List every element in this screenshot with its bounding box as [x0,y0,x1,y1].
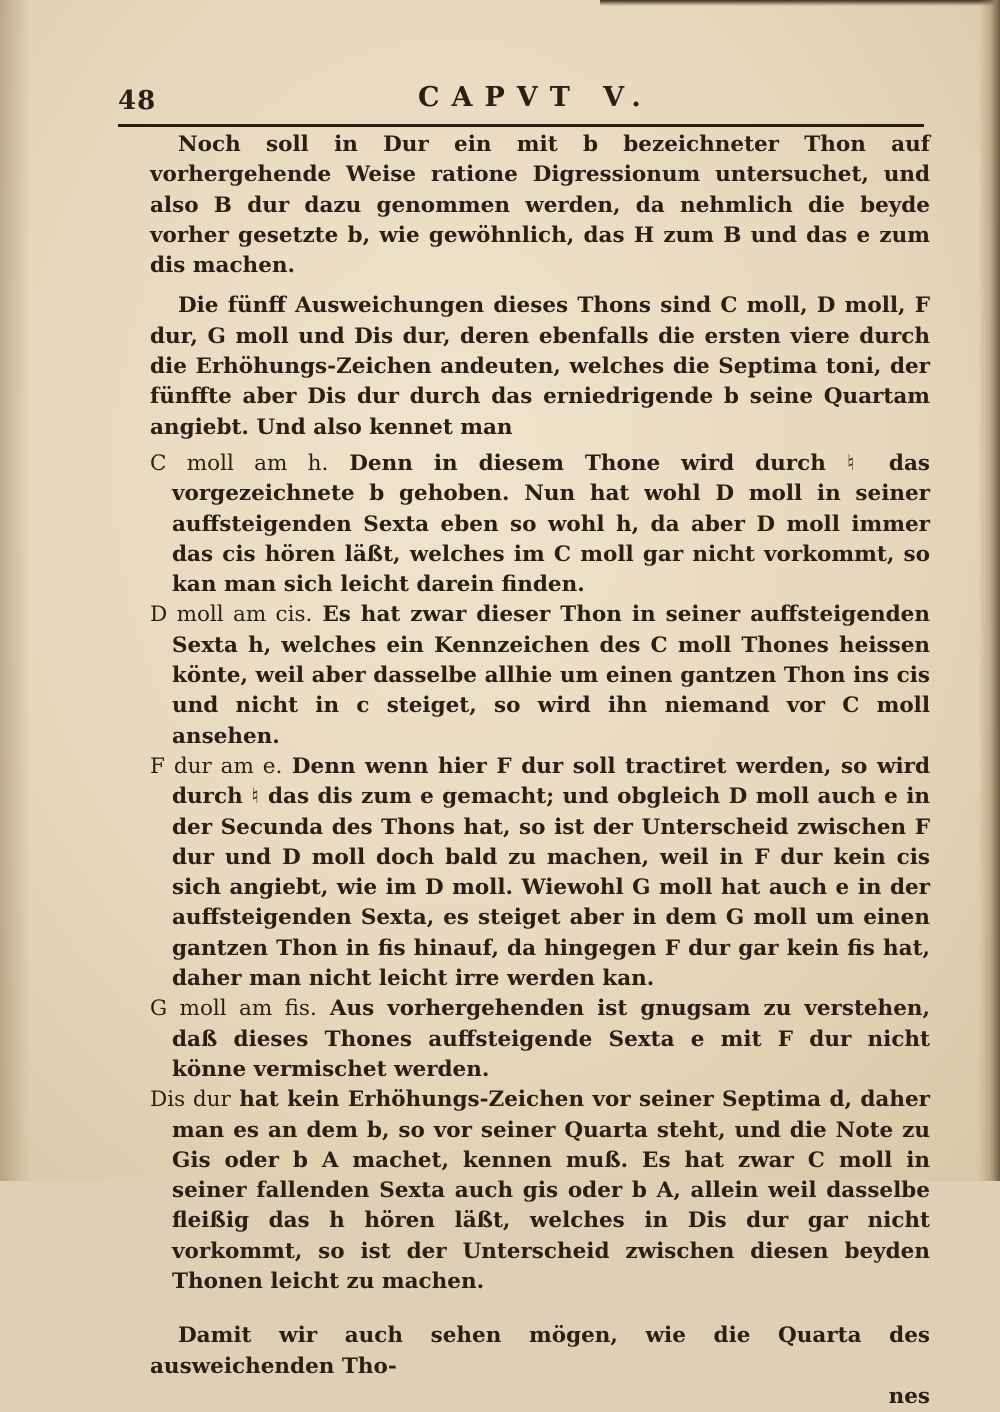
entry-text: Aus vorhergehenden ist gnugsam zu verstehen, daß dieses Thones auffsteigende Sexta e mit F dur nicht könne vermischet werden. [172,996,930,1082]
entry-text: Denn in diesem Thone wird durch ♮ das vorgezeichnete b gehoben. Nun hat wohl D moll in seiner auffsteigenden Sexta eben so wohl h, da aber D moll immer das cis hören läßt, welches im C moll gar nicht vorkommt, so kan man sich leicht darein finden. [172,450,930,598]
running-head: CAPVT V. [418,82,653,113]
body-text [150,130,930,1412]
entry-lead: F dur am e. [150,753,283,779]
catchword: nes [888,1383,930,1409]
header-rule [118,124,924,127]
paragraph-closing: Damit wir auch sehen mögen, wie die Quarta des ausweichenden Tho- [150,1323,930,1379]
entry-lead: Dis dur [150,1087,231,1113]
page-number: 48 [118,86,157,116]
page-header [118,80,928,120]
entry-lead: G moll am fis. [150,996,317,1022]
entry-text: Denn wenn hier F dur soll tractiret werden, so wird durch ♮ das dis zum e gemacht; und obgleich D moll auch e in der Secunda des Thons hat, so ist der Unterscheid zwischen F dur und D moll doch bald zu machen, weil in F dur kein cis sich angiebt, wie im D moll. Wiewohl G moll hat auch e in der auffsteigenden Sexta, es steiget aber in dem G moll um einen gantzen Thon in fis hinauf, da hingegen F dur gar kein fis hat, daher man nicht leicht irre werden kan. [172,753,930,992]
page-top-edge [600,0,1000,6]
entry-f-dur [150,752,930,994]
entry-lead: C moll am h. [150,450,329,476]
entry-lead: D moll am cis. [150,602,313,628]
entry-c-moll [150,449,930,600]
entry-text: Es hat zwar dieser Thon in seiner auffsteigenden Sexta h, welches ein Kennzeichen des C moll Thones heissen könte, weil aber dasselbe allhie um einen gantzen Thon ins cis und nicht in c steiget, so wird ihn niemand vor C moll ansehen. [172,602,930,749]
entry-text: hat kein Erhöhungs-Zeichen vor seiner Septima d, daher man es an dem b, so vor seiner Quarta steht, und die Note zu Gis oder b A machet, kennen muß. Es hat zwar C moll in seiner fallenden Sexta auch gis oder b A, allein weil dasselbe fleißig das h hören läßt, welches in Dis dur gar nicht vorkommt, so ist der Unterscheid zwischen diesen beyden Thonen leicht zu machen. [172,1087,930,1294]
paragraph-modulations: Die fünff Ausweichungen dieses Thons sind C moll, D moll, F dur, G moll und Dis dur, deren ebenfalls die ersten viere durch die Erhöhungs-Zeichen andeuten, welches die Septima toni, der fünffte aber Dis dur durch das erniedrigende b seine Quartam angiebt. Und also kennet man [150,293,930,440]
paragraph-intro: Noch soll in Dur ein mit b bezeichneter Thon auf vorhergehende Weise ratione Digressionum untersuchet, und also B dur dazu genommen werden, da nehmlich die beyde vorher gesetzte b, wie gewöhnlich, das H zum B und das e zum dis machen. [150,132,930,279]
entry-d-moll [150,600,930,751]
entry-dis-dur [150,1085,930,1297]
entry-g-moll [150,994,930,1085]
